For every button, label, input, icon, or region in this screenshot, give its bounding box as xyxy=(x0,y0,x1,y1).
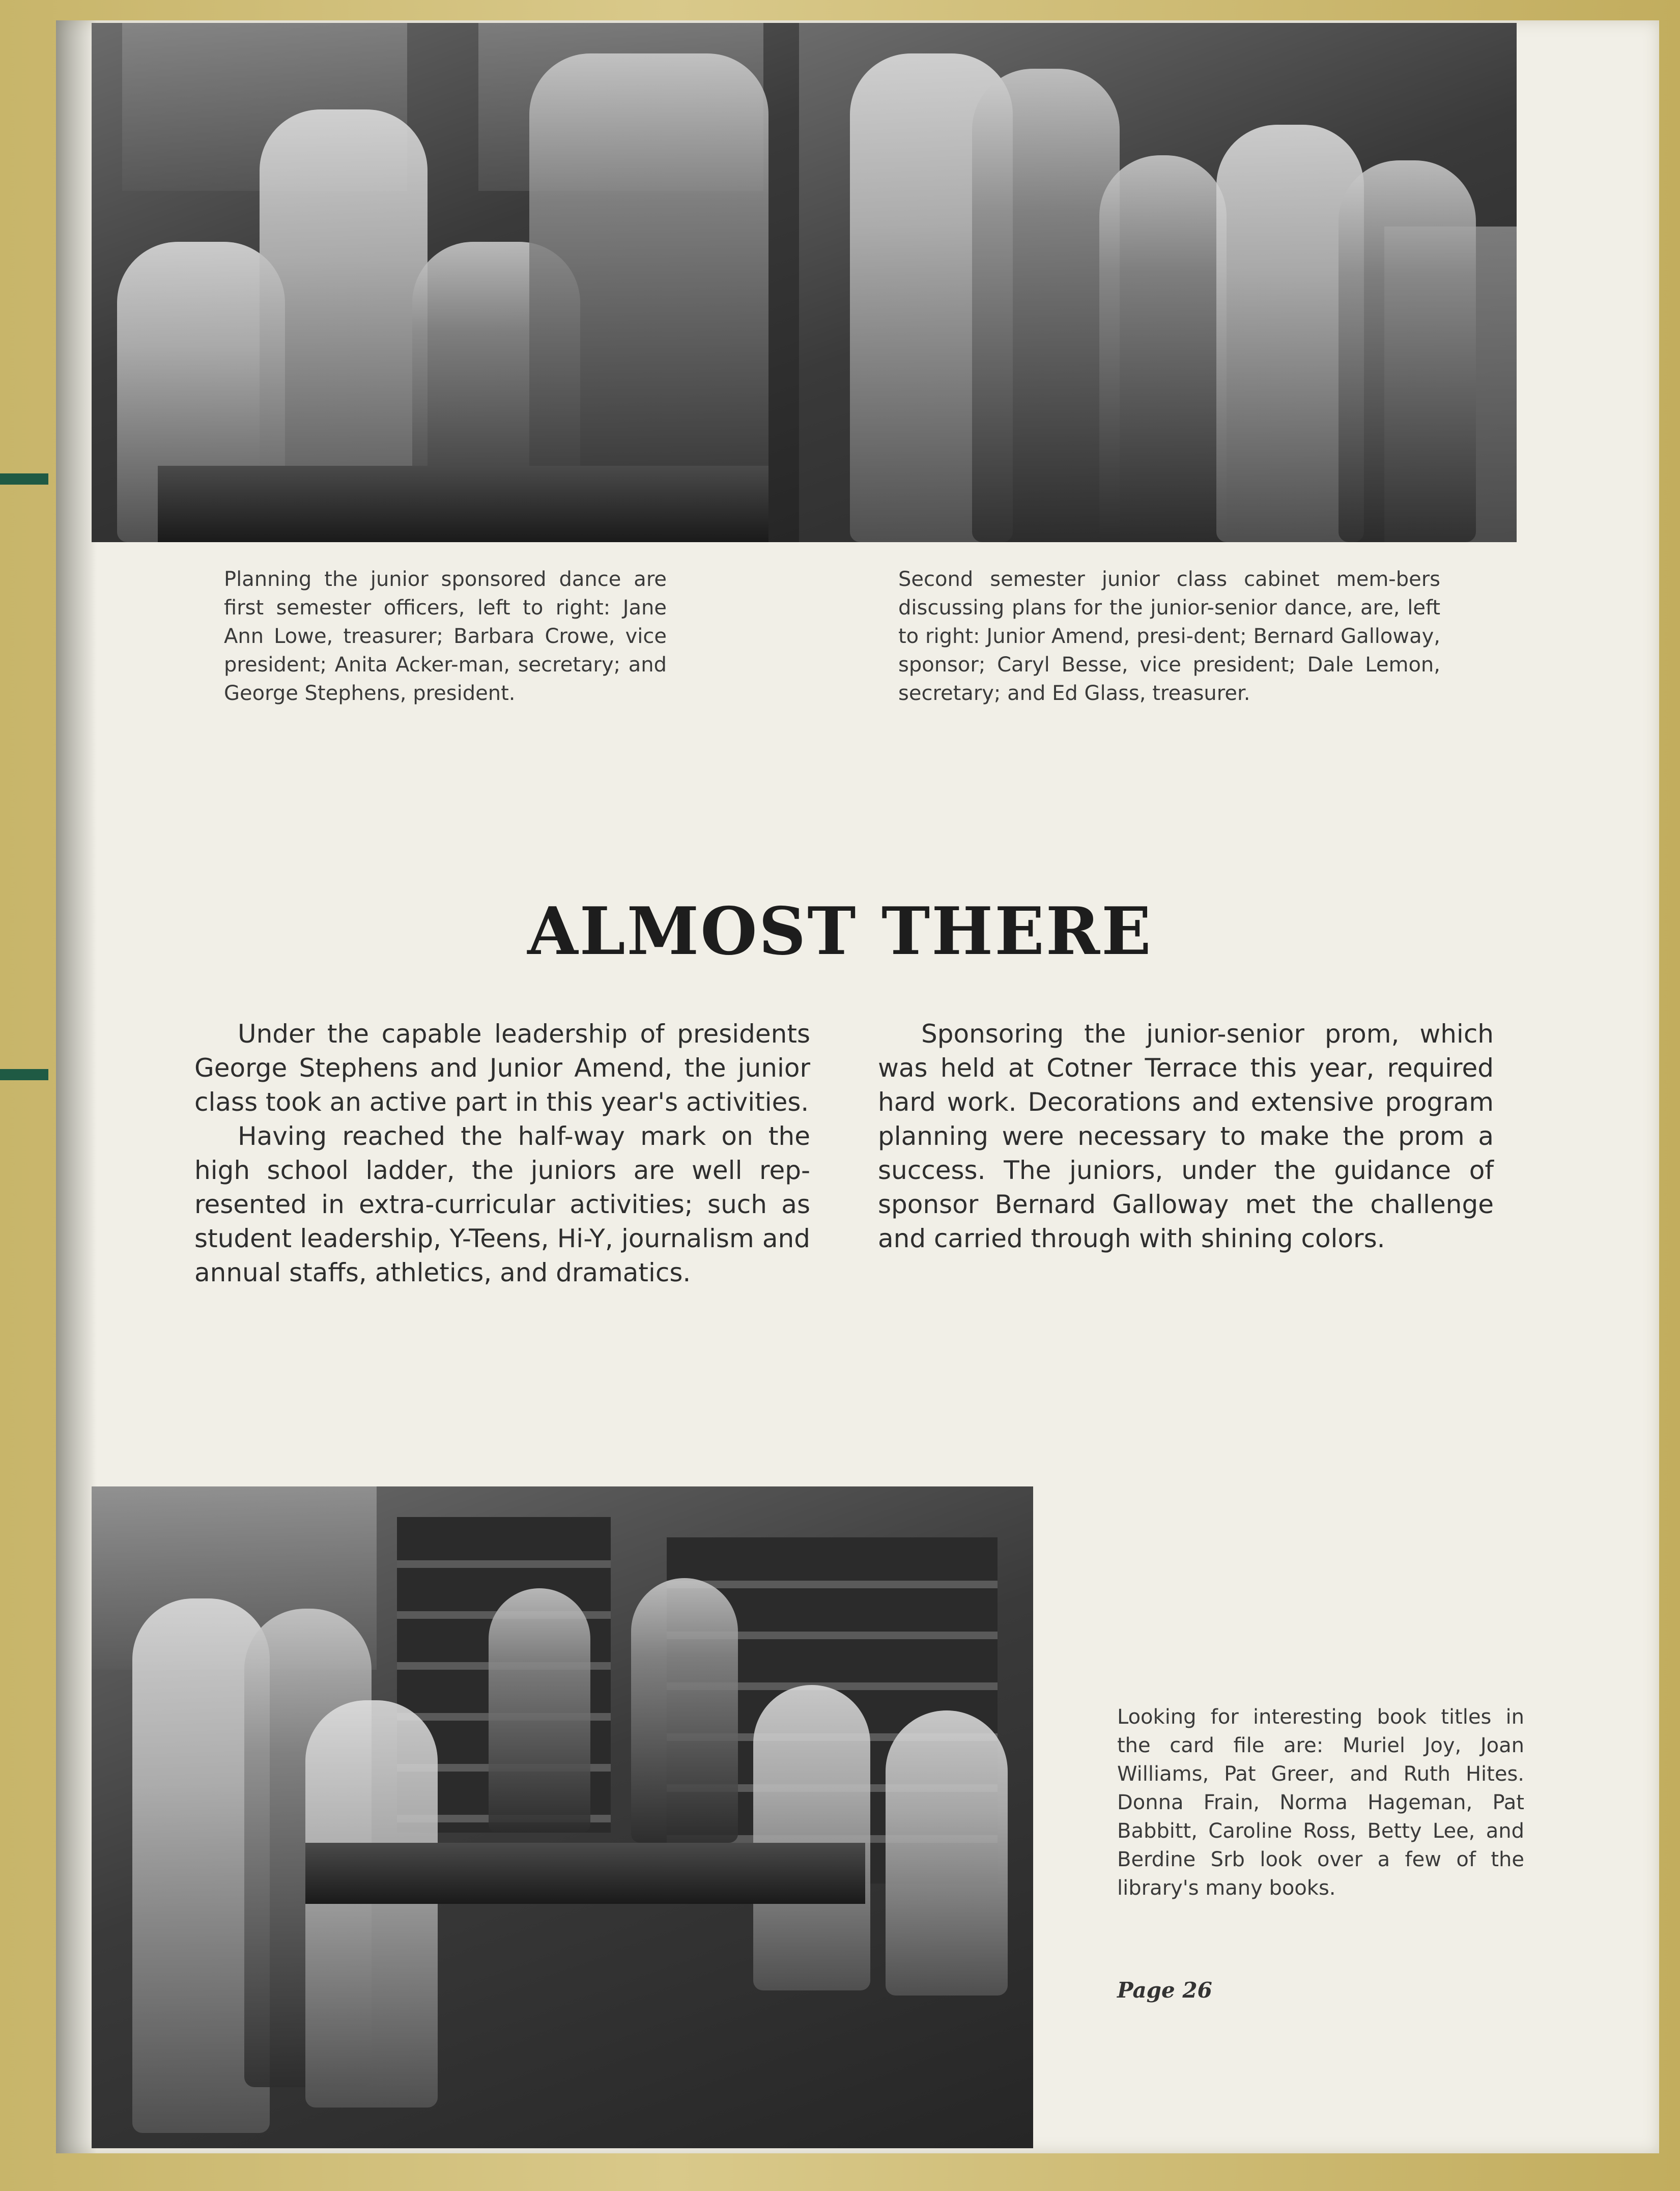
photo-person xyxy=(1339,160,1476,542)
photo-person xyxy=(631,1578,738,1843)
binding-ribbon-mark xyxy=(0,473,48,485)
caption-library-card-file: Looking for interesting book titles in the card file are: Muriel Joy, Joan Williams, Pat Greer, and Ruth Hites. Donna Frain, Norma Hageman, Pat Babbitt, Caroline Ross, Betty Lee, and Berdine Srb look over a few of the library's many books. xyxy=(1117,1705,1524,1900)
body-column-left xyxy=(194,1017,810,1290)
caption-first-semester-officers: Planning the junior sponsored dance are first semester officers, left to right: Jane Ann Lowe, treasurer; Barbara Crowe, vice president; Anita Acker-man, secretary; and George Stephens, president. xyxy=(224,568,667,705)
photo-person xyxy=(753,1685,870,1990)
photo-person xyxy=(305,1700,438,2108)
photo-person xyxy=(489,1588,590,1833)
photo-person xyxy=(1099,155,1227,542)
photo-library-table xyxy=(305,1843,865,1904)
caption-second-semester-cabinet: Second semester junior class cabinet mem-bers discussing plans for the junior-senior dance, are, left to right: Junior Amend, presi-dent; Bernard Galloway, sponsor; Caryl Besse, vice president; Dale Lemon, secretary; and Ed Glass, treasurer. xyxy=(898,568,1440,705)
photo-person xyxy=(972,69,1120,542)
page-spine-shadow xyxy=(56,20,97,2153)
body-paragraph: Under the capable leadership of presidents George Stephens and Junior Amend, the junior class took an active part in this year's activities. xyxy=(194,1019,810,1117)
body-paragraph: Sponsoring the junior-senior prom, which was held at Cotner Terrace this year, required hard work. Decorations and extensive program planning were necessary to make the prom a success. The juniors, under the guidance of sponsor Bernard Galloway met the challenge and carried through with shining colors. xyxy=(878,1019,1494,1253)
page-number: Page 26 xyxy=(1117,1978,1212,2003)
body-paragraph: Having reached the half-way mark on the high school ladder, the juniors are well rep-resented in extra-curricular activities; such as student leadership, Y-Teens, Hi-Y, journalism and annual staffs, athletics, and dramatics. xyxy=(194,1121,810,1287)
binding-ribbon-mark xyxy=(0,1069,48,1080)
photo-person xyxy=(886,1710,1008,1996)
photo-second-semester-cabinet xyxy=(799,23,1517,542)
page-title: ALMOST THERE xyxy=(527,893,1153,970)
photo-desk xyxy=(158,466,768,542)
photo-first-semester-officers xyxy=(92,23,799,542)
photo-library-card-file xyxy=(92,1486,1033,2148)
body-column-right xyxy=(878,1017,1494,1256)
